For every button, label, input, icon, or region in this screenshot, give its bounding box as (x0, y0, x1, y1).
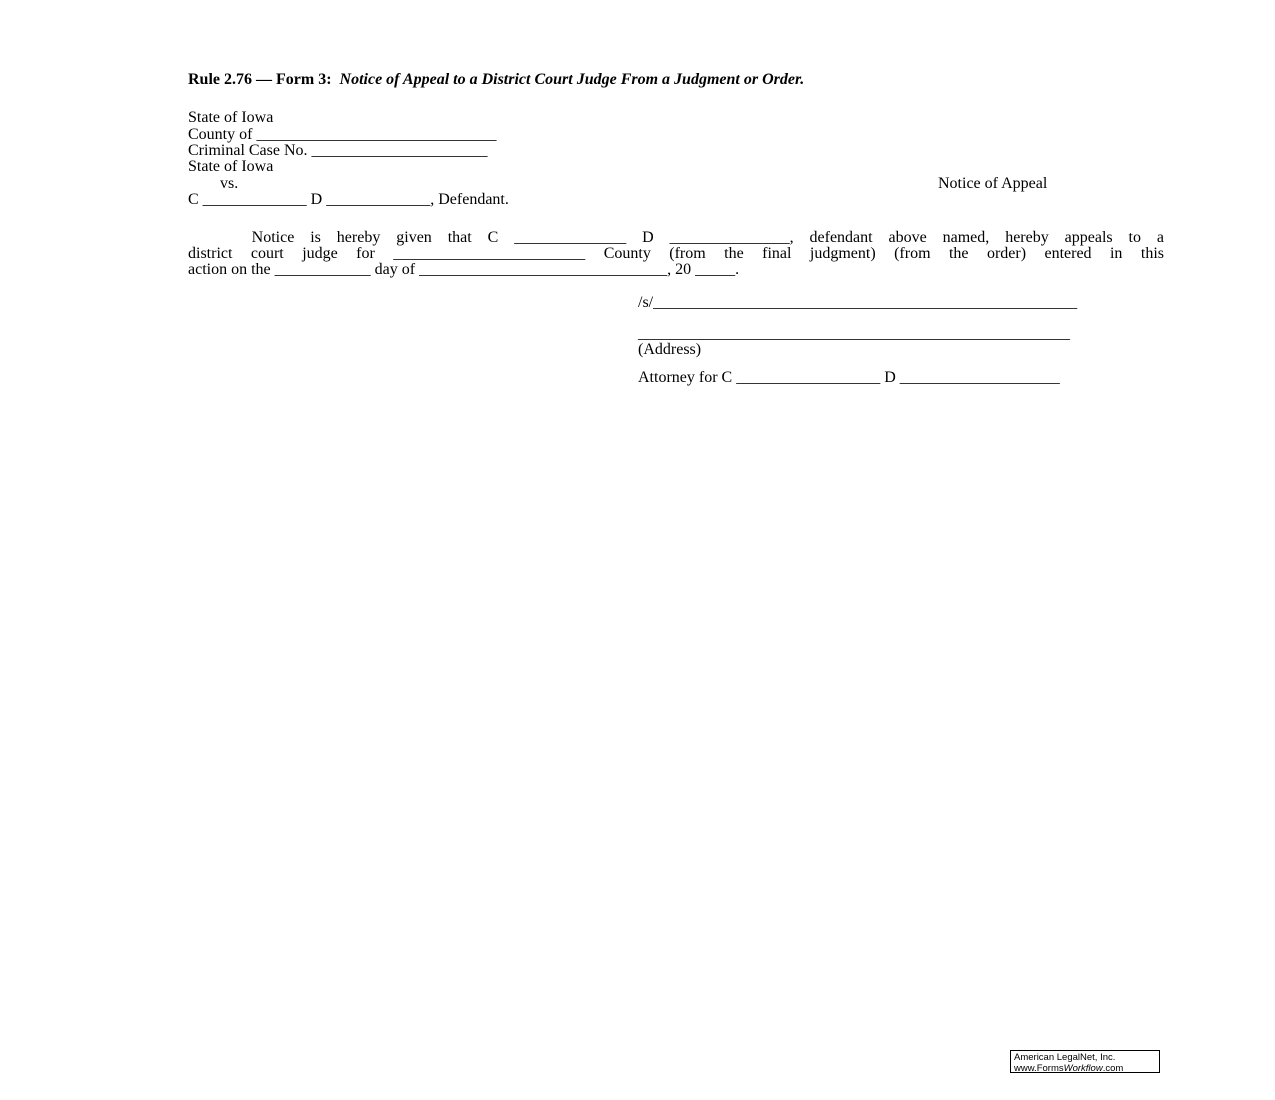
publisher-url (1014, 1063, 1159, 1074)
form-title (188, 71, 804, 89)
url-suffix: .com (1102, 1063, 1124, 1074)
caption-state-party: State of Iowa (188, 158, 274, 175)
notice-line-2: district court judge for ________________________ County (from the final judgment) (from the order) entered in this (188, 245, 1164, 262)
attorney-line: Attorney for C __________________ D ____________________ (638, 369, 1060, 386)
caption-case-number: Criminal Case No. ______________________ (188, 142, 488, 159)
publisher-footer (1010, 1050, 1160, 1073)
notice-of-appeal-heading: Notice of Appeal (938, 175, 1048, 192)
notice-line-1: Notice is hereby given that C ______________ D _______________, defendant above named, hereby appeals to a (188, 229, 1164, 246)
signature-line: /s/_____________________________________________________ (638, 294, 1078, 311)
address-label: (Address) (638, 341, 702, 358)
address-line: ______________________________________________________ (638, 325, 1070, 342)
notice-paragraph (188, 230, 1164, 278)
caption-state: State of Iowa (188, 109, 274, 126)
caption-defendant: C _____________ D _____________, Defendant. (188, 191, 509, 208)
form-heading: Notice of Appeal to a District Court Judge From a Judgment or Order. (339, 71, 805, 88)
caption-county: County of ______________________________ (188, 126, 497, 143)
rule-number: Rule 2.76 — Form 3: (188, 71, 332, 88)
publisher-name: American LegalNet, Inc. (1014, 1052, 1116, 1063)
caption-vs: vs. (188, 175, 239, 192)
url-prefix: www.Forms (1014, 1063, 1064, 1074)
url-italic: Workflow (1063, 1063, 1103, 1074)
notice-line-3: action on the ____________ day of _______________________________, 20 _____. (188, 261, 740, 278)
